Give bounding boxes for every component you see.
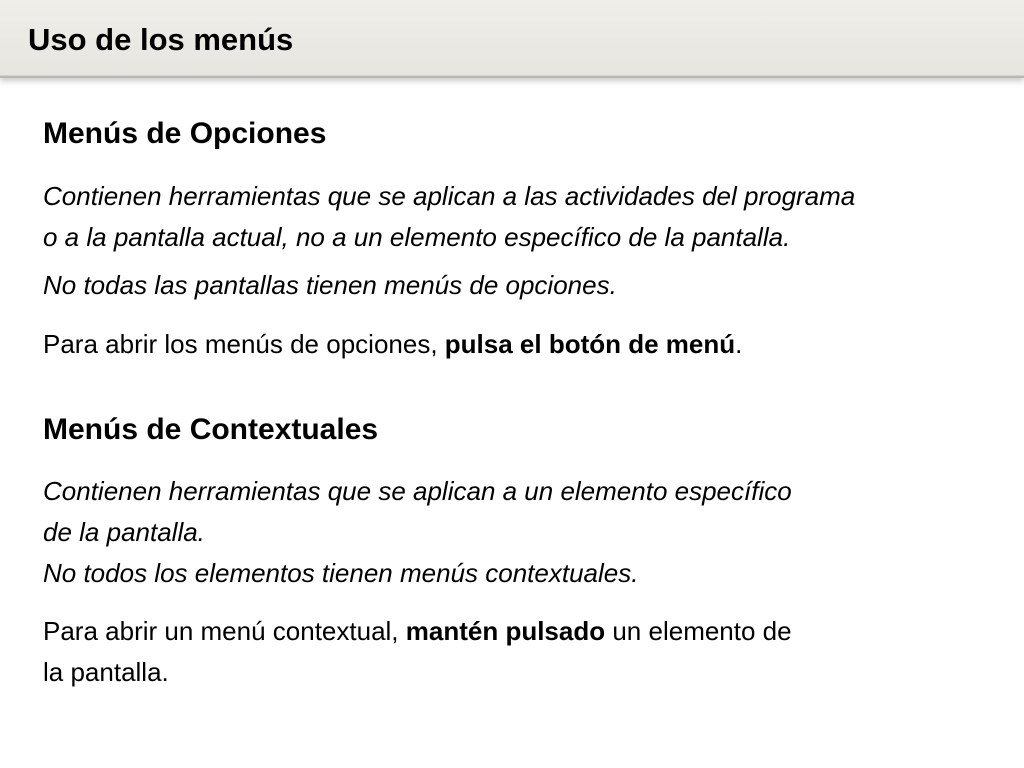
- slide-title: Uso de los menús: [28, 22, 294, 57]
- opciones-instruction-suffix: .: [735, 329, 743, 359]
- opciones-description-line-1: Contienen herramientas que se aplican a las actividades del programa: [43, 181, 856, 211]
- opciones-instruction-prefix: Para abrir los menús de opciones,: [43, 329, 445, 359]
- opciones-instruction: [43, 324, 742, 365]
- contextuales-instruction-suffix: un elemento de: [605, 616, 792, 646]
- contextuales-instruction-line-2: la pantalla.: [43, 657, 169, 687]
- contextuales-description-line-1: Contienen herramientas que se aplican a un elemento específico: [43, 476, 792, 506]
- section-heading-contextuales: Menús de Contextuales: [43, 413, 379, 446]
- section-heading-opciones: Menús de Opciones: [43, 117, 327, 150]
- contextuales-instruction-emphasis: mantén pulsado: [405, 616, 606, 646]
- opciones-instruction-emphasis: pulsa el botón de menú: [444, 329, 736, 359]
- contextuales-note: No todos los elementos tienen menús contextuales.: [43, 558, 639, 588]
- contextuales-instruction-prefix: Para abrir un menú contextual,: [43, 616, 406, 646]
- contextuales-description-line-2: de la pantalla.: [43, 517, 205, 547]
- contextuales-instruction: [43, 611, 792, 652]
- title-bar: [0, 0, 1024, 78]
- opciones-description-line-2: o a la pantalla actual, no a un elemento específico de la pantalla.: [43, 222, 791, 252]
- opciones-note: No todas las pantallas tienen menús de opciones.: [43, 270, 617, 300]
